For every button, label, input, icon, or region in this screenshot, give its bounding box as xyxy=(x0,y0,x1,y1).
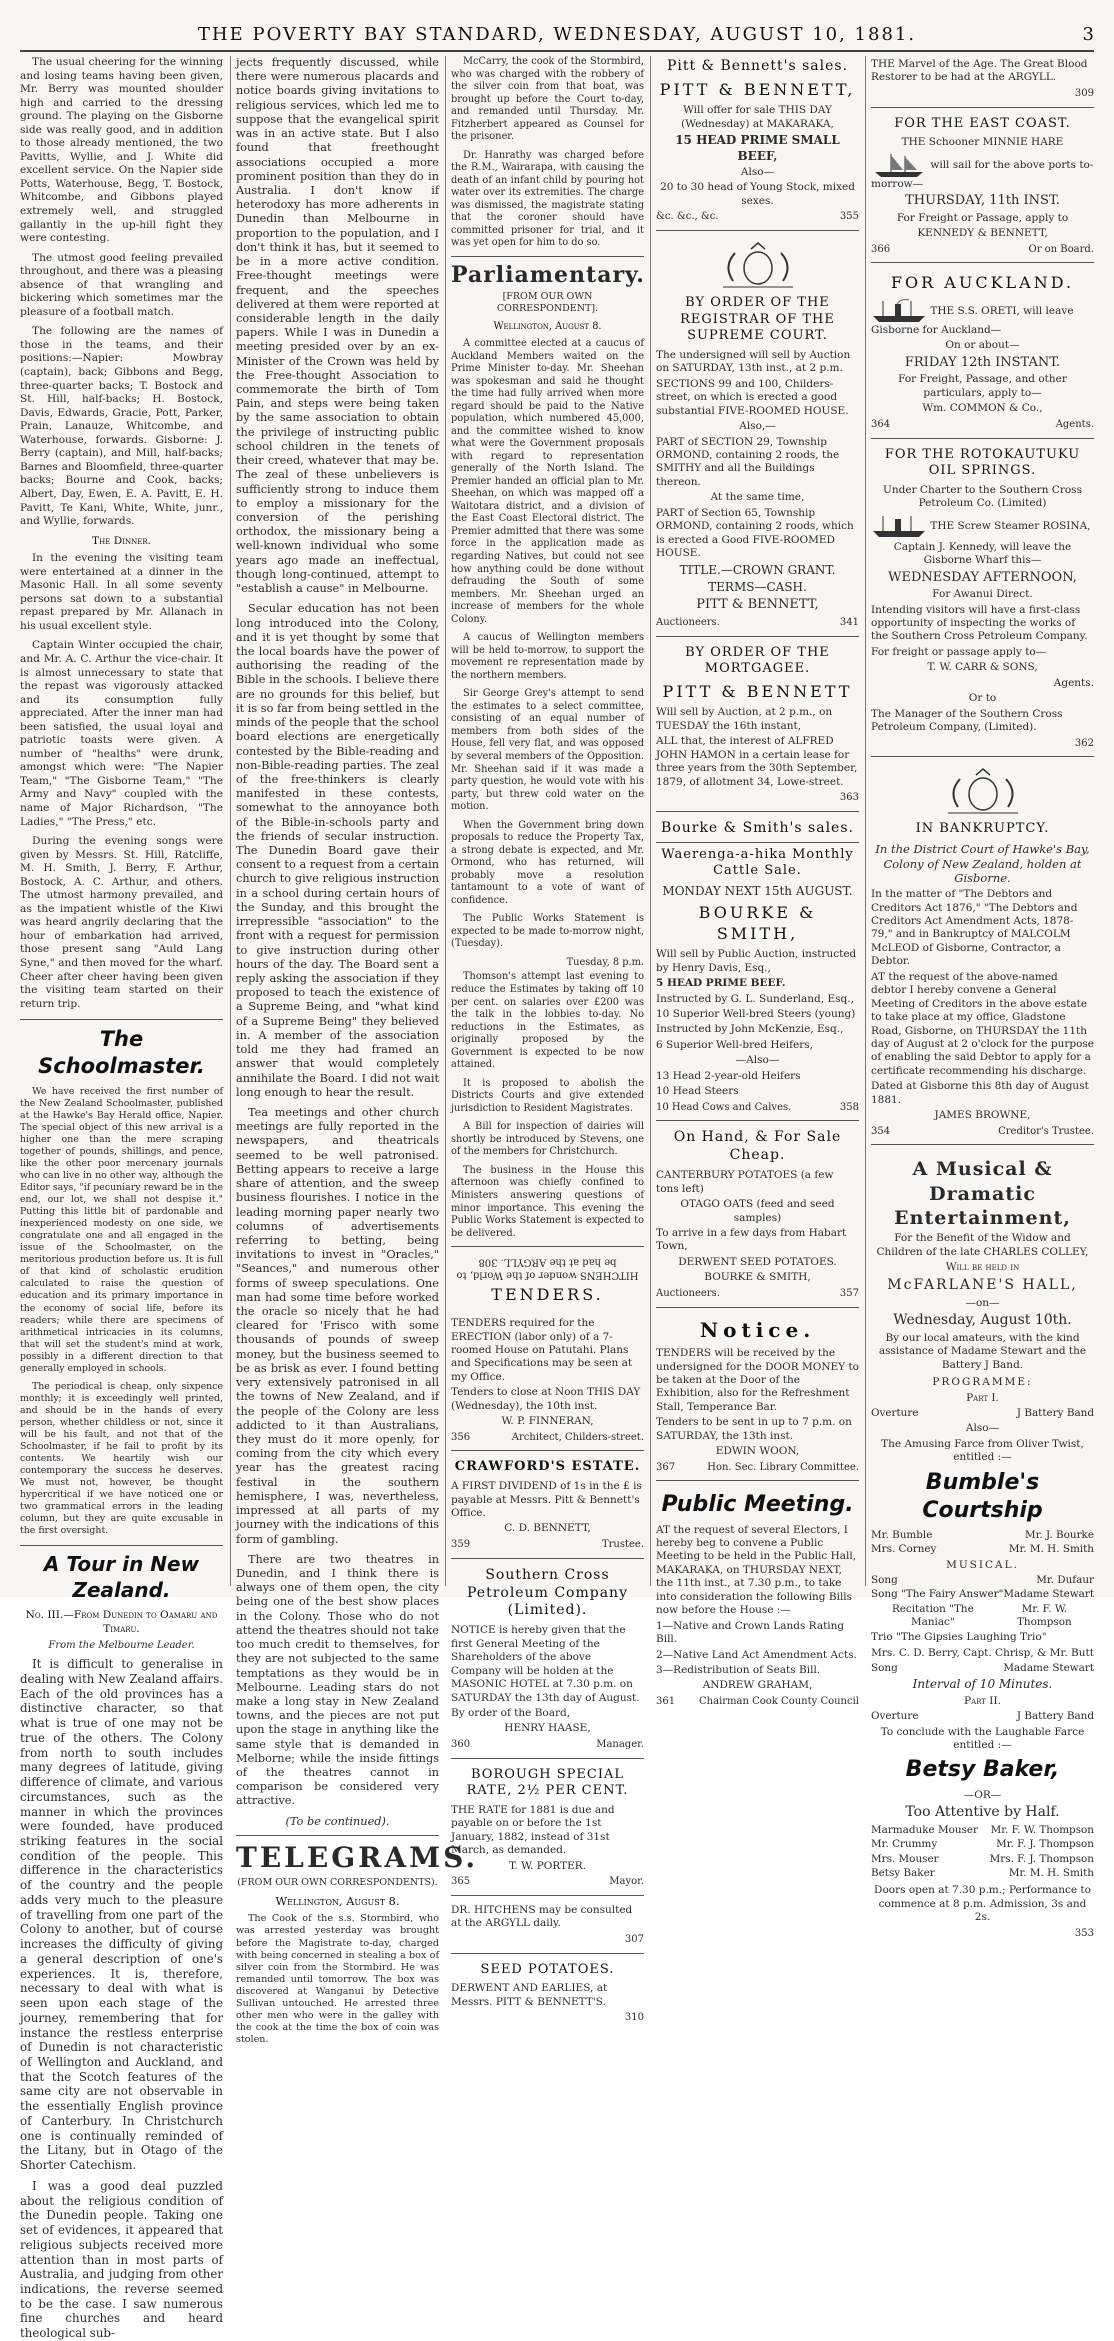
advert-heading: Bumble's Courtship xyxy=(922,1469,1043,1523)
advert-heading: Waerenga-a-hika Monthly Cattle Sale. xyxy=(656,842,859,880)
advert-number: 357 xyxy=(839,1287,859,1299)
program-performer: Mr. F. W. Thompson xyxy=(990,1823,1094,1836)
masthead-title: THE POVERTY BAY STANDARD, WEDNESDAY, AUGUST 10, 1881. xyxy=(197,24,917,45)
dateline: Wellington, August 8. xyxy=(493,321,602,333)
advert-heading: FOR THE ROTOKAUTUKU OIL SPRINGS. xyxy=(884,446,1081,479)
advert-text: will sail for the above ports to-morrow— xyxy=(871,158,1094,190)
advert-number: 367 xyxy=(656,1461,676,1473)
advert-registrar xyxy=(656,230,859,636)
advert-heading: TENDERS. xyxy=(491,1284,604,1304)
advert-number: 360 xyxy=(451,1738,471,1750)
advert-southern-cross xyxy=(451,1558,644,1758)
schooner-icon xyxy=(871,152,927,178)
program-item: Marmaduke Mouser xyxy=(871,1823,978,1836)
advert-text: For Freight or Passage, apply to xyxy=(896,211,1069,224)
program-item: Overture xyxy=(871,1407,919,1420)
advert-text: On or about— xyxy=(945,339,1020,352)
advert-text: Also— xyxy=(965,1422,1000,1435)
advert-hitchens-inverted xyxy=(451,1246,644,1315)
advert-text: MONDAY NEXT 15th AUGUST. xyxy=(662,883,853,898)
advert-number: 358 xyxy=(839,1101,859,1113)
advert-text: THE S.S. ORETI, will leave Gisborne for Auckland— xyxy=(871,304,1074,336)
article-paragraph: Thomson's attempt last evening to reduce the Estimates by taking off 10 per cent. on salaries over £200 was the talk in the lobbies to-day. No reductions in the Estimates, as originally proposed by the Government is expected to be now attained. xyxy=(451,971,644,1071)
advert-text: ALL that, the interest of ALFRED JOHN HAMON in a certain lease for three years from the 30th September, 1879, of allotment 34, Lowe-street. xyxy=(656,735,858,788)
advert-text: Or to xyxy=(968,692,997,705)
advert-text: Captain J. Kennedy, will leave the Gisborne Wharf this— xyxy=(893,540,1072,567)
advert-pitt-bennett xyxy=(656,58,859,230)
advert-text: In the District Court of Hawke's Bay, Colony of New Zealand, holden at Gisborne. xyxy=(875,841,1090,886)
advert-signature: BOURKE & SMITH, xyxy=(704,1271,811,1284)
advert-text: MUSICAL. xyxy=(946,1558,1019,1571)
advert-auckland xyxy=(871,262,1094,437)
advert-text: OTAGO OATS (feed and seed samples) xyxy=(680,1198,835,1224)
article-paragraph: The periodical is cheap, only sixpence monthly; it is exceedingly well printed, and should be in the hands of every person, whether childless or not, since it will be his fault, and not that of the Schoolmaster, if he fail to profit by its contents. We heartily wish our contemporary the success he deserves. We must not, however, be thought hypercritical if we have noticed one or two grammatical errors in the leading column, but they are quite excusable in the first oversight. xyxy=(20,1380,223,1537)
program-item: Mrs. Mouser xyxy=(871,1852,939,1865)
advert-number: 355 xyxy=(839,211,859,223)
program-item: Mr. Crummy xyxy=(871,1838,938,1851)
advert-heading: FOR THE EAST COAST. xyxy=(894,115,1071,131)
advert-signature: JAMES BROWNE, xyxy=(934,1109,1031,1122)
program-item: Song "The Fairy Answer" xyxy=(871,1588,1004,1601)
advert-role: Auctioneers. xyxy=(656,616,720,628)
advert-role: Agents. xyxy=(1055,418,1094,430)
advert-crawford xyxy=(451,1450,644,1557)
advert-text: DERWENT AND EARLIES, at Messrs. PITT & BENNETT'S. xyxy=(451,1982,608,2008)
advert-heading: Bourke & Smith's sales. xyxy=(661,819,854,836)
advert-seed-potatoes xyxy=(451,1953,644,2031)
column-rule xyxy=(650,56,651,1586)
advert-text: FRIDAY 12th INSTANT. xyxy=(904,354,1061,370)
advert-signature: KENNEDY & BENNETT, xyxy=(917,227,1048,240)
article-paragraph: Dr. Hanrathy was charged before the R.M., Wairarapa, with causing the death of an infant child by pouring hot water over its extremities. The charge was dismissed, the magistrate stating that the coroner should have committed prisoner for trial, and it was yet open for him to do so. xyxy=(451,149,644,249)
advert-signature: T. W. PORTER. xyxy=(508,1859,587,1872)
advert-on-hand xyxy=(656,1120,859,1306)
advert-text: 3—Redistribution of Seats Bill. xyxy=(656,1663,821,1676)
advert-text: THE Marvel of the Age. The Great Blood Restorer to be had at the ARGYLL. xyxy=(871,58,1088,84)
advert-text: THE Screw Steamer ROSINA, xyxy=(930,519,1091,532)
advert-heading: BOROUGH SPECIAL RATE, 2½ PER CENT. xyxy=(466,1766,629,1799)
royal-crest-icon xyxy=(713,241,803,291)
advert-musical-dramatic xyxy=(871,1144,1094,1946)
advert-text: For the Benefit of the Widow and Children of the late CHARLES COLLEY, xyxy=(876,1232,1089,1258)
advert-text: TENDERS required for the ERECTION (labor only) of a 7-roomed House on Patutahi. Plans and Specifications may be seen at my Office. xyxy=(451,1317,633,1383)
advert-text-upside-down: HITCHENS wonder of the World, to be had at the ARGYLL. 308 xyxy=(456,1256,639,1281)
advert-number: 363 xyxy=(839,792,859,803)
article-paragraph: Tea meetings and other church meetings are fully reported in the newspapers, and theatricals seemed to be well patronised. Betting appears to receive a large share of attention, and the sweep business flourishes. I notice in the leading morning paper nearly two columns of advertisements referring to betting, being invitations to invest in "Oracles," "Seances," and numerous other forms of sweep speculations. One man had some time before worked the oracle so nicely that he had cleared for 'Frisco with some thousands of pounds of sweep money, but the business seemed to be as brisk as ever. I found betting very extensively patronised in all the towns of New Zealand, and if the people of the Colony are less addicted to it than Australians, they must do it more openly, for coming from the city which every year has the greatest racing festival in the southern hemisphere, I was, nevertheless, impressed at all parts of my journey with the indications of this form of gambling. xyxy=(236,1105,439,1546)
advert-text: 1—Native and Crown Lands Rating Bill. xyxy=(656,1619,845,1646)
program-performer: Mrs. C. D. Berry, Capt. Chrisp, & Mr. Butt xyxy=(871,1646,1094,1659)
program-item: Recitation "The Maniac" xyxy=(891,1602,974,1628)
advert-text: Will be held in xyxy=(945,1261,1020,1274)
section-heading: TELEGRAMS. xyxy=(236,1835,439,1875)
advert-text: Instructed by John McKenzie, Esq., xyxy=(656,1023,844,1036)
advert-text: 15 HEAD PRIME SMALL BEEF, xyxy=(675,133,840,163)
advert-text: By order of the Board, xyxy=(451,1706,571,1719)
article-paragraph: Sir George Grey's attempt to send the estimates to a select committee, consisting of an equal number of members from both sides of the House, fell very flat, and was opposed by several members of the Opposition. Mr. Sheehan said if it was made a party question, he would vote with his party, but threw cold water on the motion. xyxy=(451,688,644,813)
advert-text: DERWENT SEED POTATOES. xyxy=(678,1255,837,1268)
advert-role: Manager. xyxy=(596,1738,644,1750)
advert-text: CANTERBURY POTATOES (a few tons left) xyxy=(656,1169,834,1195)
article-paragraph: It is difficult to generalise in dealing with New Zealand affairs. Each of the old provinces has a distinctive character, so that what is true of one may not be true of the others. The Colony from north to south includes many degrees of latitude, giving difference of climate, and various circumstances, such as the manner in which the provinces were founded, have produced striking features in the social condition of the people. This difference in the characteristics of the country and the people adds very much to the pleasure of travelling from one part of the Colony to another, but of course increases the difficulty of giving a general description of one's experiences. It is, therefore, necessary to deal with what is seen upon each stage of the journey, remembering that for instance the restless enterprise of Dunedin is not characteristic of Wellington and Auckland, and that the Scotch features of the same city are not observable in the essentially English province of Canterbury. In Christchurch one is continually reminded of the Litany, but in Otago of the Shorter Catechism. xyxy=(20,1657,223,2173)
advert-text: Instructed by G. L. Sunderland, Esq., xyxy=(656,992,854,1005)
advert-signature: EDWIN WOON, xyxy=(715,1445,800,1458)
section-heading: A Tour in New Zealand. xyxy=(20,1545,223,1603)
program-performer: J Battery Band xyxy=(1016,1710,1094,1723)
advert-text: Part II. xyxy=(964,1694,1001,1707)
program-performer: Mr. F. W. Thompson xyxy=(1017,1602,1072,1628)
advert-text: For Awanui Direct. xyxy=(932,588,1033,601)
advert-number: 309 xyxy=(1074,87,1094,99)
article-paragraph: When the Government bring down proposals to reduce the Property Tax, a strong debate is expected, and Mr. Ormond, who has returned, will probably move a resolution tantamount to a vote of want of confidence. xyxy=(451,819,644,906)
advert-text: The undersigned will sell by Auction on SATURDAY, 13th inst., at 2 p.m. xyxy=(656,348,851,375)
advert-notice xyxy=(656,1307,859,1481)
section-heading: The Schoolmaster. xyxy=(20,1019,223,1080)
advert-rotokautuku xyxy=(871,438,1094,757)
article-paragraph: McCarry, the cook of the Stormbird, who was charged with the robbery of the silver coin from that boat, was brought up before the Court to-day, and remanded until Thursday. Mr. Fitzherbert appeared as Counsel for the prisoner. xyxy=(451,56,644,143)
advert-text: PART of Section 65, Township ORMOND, containing 2 roods, which is erected a Good FIVE-ROOMED HOUSE. xyxy=(656,506,854,560)
column-5 xyxy=(871,56,1095,1939)
advert-text: —on— xyxy=(965,1296,1000,1309)
advert-text: TENDERS will be received by the undersigned for the DOOR MONEY to be taken at the Door of the Exhibition, also for the Refreshment Stall, Temperance Bar. xyxy=(656,1347,859,1413)
steamer-icon xyxy=(871,298,927,324)
advert-number: 366 xyxy=(871,243,891,255)
advert-signature: W. P. FINNERAN, xyxy=(501,1415,594,1428)
advert-text: McFARLANE'S HALL, xyxy=(887,1276,1078,1293)
advert-text: Interval of 10 Minutes. xyxy=(912,1677,1053,1692)
advert-number: 364 xyxy=(871,418,891,430)
advert-text: TERMS—CASH. xyxy=(708,579,807,594)
program-item: Song xyxy=(871,1662,898,1675)
program-item: Song xyxy=(871,1574,898,1587)
advert-signature: T. W. CARR & SONS, xyxy=(927,661,1038,674)
advert-tenders xyxy=(451,1317,644,1450)
advert-heading: FOR AUCKLAND. xyxy=(890,273,1075,293)
advert-heading: PITT & BENNETT, xyxy=(659,79,856,99)
advert-signature: ANDREW GRAHAM, xyxy=(702,1679,813,1692)
advert-heading: SEED POTATOES. xyxy=(480,1961,615,1977)
advert-role: Mayor. xyxy=(609,1876,644,1888)
advert-number: 359 xyxy=(451,1538,471,1550)
advert-heading: A Musical & Dramatic Entertainment, xyxy=(894,1158,1071,1229)
advert-text: For freight or passage apply to— xyxy=(871,645,1047,658)
advert-heading: BY ORDER OF THE REGISTRAR OF THE SUPREME COURT. xyxy=(680,295,835,344)
advert-heading: BY ORDER OF THE MORTGAGEE. xyxy=(685,644,830,677)
advert-text: The Amusing Farce from Oliver Twist, entitled :— xyxy=(881,1437,1084,1464)
program-item: Mrs. Corney xyxy=(871,1543,937,1556)
advert-text: 20 to 30 head of Young Stock, mixed sexes. xyxy=(660,181,855,207)
advert-text: In the matter of "The Debtors and Creditors Act 1876," "The Debtors and Creditors Act Amendment Acts, 1878-79," and in Bankruptcy of MALCOLM McLEOD of Gisborne, Contractor, a Debtor. xyxy=(871,888,1078,968)
advert-number: 353 xyxy=(1074,1927,1094,1939)
advert-text: THE RATE for 1881 is due and payable on or before the 1st January, 1882, instead of 31st March, as demanded. xyxy=(451,1803,615,1857)
article-paragraph: The Cook of the s.s. Stormbird, who was arrested yesterday was brought before the Magistrate to-day, charged with being concerned in stealing a box of silver coin from the Stormbird. He was remanded until tomorrow. The box was discovered at Wanganui by Detective Sullivan untouched. He arrested three other men who were in the galley with the cook at the time the box of coin was stolen. xyxy=(236,1913,439,2046)
advert-text: For Freight, Passage, and other particulars, apply to— xyxy=(898,373,1067,399)
advert-text: Will sell by Auction, at 2 p.m., on TUESDAY the 16th instant, xyxy=(656,706,833,732)
advert-number: 361 xyxy=(656,1695,676,1707)
article-paragraph: A Bill for inspection of dairies will shortly be introduced by Stevens, one of the members for Christchurch. xyxy=(451,1121,644,1158)
article-subheading: No. III.—From Dunedin to Oamaru and Timaru. xyxy=(25,1609,218,1635)
advert-bourke-smith xyxy=(656,811,859,1121)
advert-text: SECTIONS 99 and 100, Childers-street, on which is erected a good substantial FIVE-ROOMED HOUSE. xyxy=(656,377,849,417)
article-paragraph: Captain Winter occupied the chair, and Mr. A. C. Arthur the vice-chair. It is almost unnecessary to state that the repast was vigorously attacked and its consumption fully appreciated. After the inner man had been satisfied, the usual loyal and patriotic toasts were given. A number of "healths" were drunk, amongst which were: "The Napier Team," "The Gisborne Team," "The Army and Navy" coupled with the name of Major Richardson, "The Ladies," "The Press," etc. xyxy=(20,639,223,828)
advert-role: Agents. xyxy=(1053,676,1094,689)
article-paragraph: We have received the first number of the New Zealand Schoolmaster, published at the Hawke's Bay Herald office, Napier. The special object of this new arrival is a higher one than the mere scraping together of pounds, shillings, and pence, like the other poor mercenary journals who can live in no other way, although the Editor says, "if pecuniary reward be in the end, our lot, we shall not despise it." Putting this little bit of pardonable and inexperienced modesty on one side, we congratulate one and all engaged in the issue of the Schoolmaster, on the meritorious production before us. It is full of that kind of scholastic erudition calculated to raise the question of education and its primary importance in the economy of social life, before its readers; while there are specimens of arithmetical intricacies in its columns, that will set the student's mind at work, possibly in a different direction to that generally employed in schools. xyxy=(20,1085,223,1374)
advert-text: Will sell by Public Auction, instructed by Henry Davis, Esq., xyxy=(656,948,857,974)
article-paragraph: A caucus of Wellington members will be held to-morrow, to support the movement re representation made by the northern members. xyxy=(451,632,644,681)
advert-role: Trustee. xyxy=(601,1538,644,1550)
advert-text: Under Charter to the Southern Cross Petroleum Co. (Limited) xyxy=(883,483,1082,510)
advert-east-coast xyxy=(871,107,1094,263)
advert-role: Hon. Sec. Library Committee. xyxy=(707,1461,859,1473)
advert-number: 341 xyxy=(839,616,859,628)
advert-heading: Betsy Baker, xyxy=(905,1757,1060,1783)
advert-text: —OR— xyxy=(963,1788,1002,1801)
royal-crest-icon xyxy=(938,767,1028,817)
column-4 xyxy=(656,56,859,1707)
advert-text: 5 HEAD PRIME BEEF. xyxy=(656,977,786,990)
advert-text: Will offer for sale THIS DAY (Wednesday) at MAKARAKA, xyxy=(681,104,834,130)
page-number: 3 xyxy=(1082,24,1094,45)
advert-text: Doors open at 7.30 p.m.; Performance to commence at 8 p.m. Admission, 3s and 2s. xyxy=(874,1884,1091,1924)
article-paragraph: The business in the House this afternoon was chiefly confined to Ministers answering questions of minor importance. This evening the Public Works Statement is expected to be delivered. xyxy=(451,1164,644,1239)
advert-heading: CRAWFORD'S ESTATE. xyxy=(454,1459,641,1475)
steamer-icon xyxy=(871,513,927,539)
advert-marvel xyxy=(871,58,1094,107)
advert-role: Chairman Cook County Council xyxy=(699,1695,859,1707)
article-paragraph: A committee elected at a caucus of Auckland Members waited on the Prime Minister to-day. Mr. Sheehan was spokesman and said he thought the time had fully arrived when more regard should be paid to the Native population, which numbered 45,000, and the committee wished to know what were the Government proposals with regard to representation generally of the North Island. The Premier handed an official plan to Mr. Sheehan, on which was mapped off a Waitotara district, and a division of the East Coast Electoral district. The Premier admitted that there was some force in the application made as regarding Natives, but could not see how anything could be done without defrauding the South of some members. Mr. Sheehan urged an increase of members for the whole Colony. xyxy=(451,337,644,625)
masthead xyxy=(20,20,1094,52)
advert-text: TITLE.—CROWN GRANT. xyxy=(679,562,836,577)
article-paragraph: There are two theatres in Dunedin, and I think there is always one of them open, the city being one of the best show places in the Colony. Those who do not attend the theatres should not take too much credit to themselves, for they are not subjected to the same temptations as they would be in Melbourne. Leading stars do not make a long stay in New Zealand towns, and the pieces are not put upon the stage in anything like the same style that is demanded in Melborne; while the inside fittings of the theatres cannot in comparison be considered very attractive. xyxy=(236,1552,439,1808)
advert-number: 356 xyxy=(451,1431,471,1443)
article-paragraph: The Public Works Statement is expected to be made to-morrow night, (Tuesday). xyxy=(451,913,644,950)
advert-text: By our local amateurs, with the kind assistance of Madame Stewart and the Battery J Band. xyxy=(878,1331,1087,1371)
advert-heading: BOURKE & SMITH, xyxy=(698,903,817,943)
advert-text: 10 Head Cows and Calves. xyxy=(656,1101,792,1113)
section-heading: Parliamentary. xyxy=(451,256,644,289)
advert-heading: Public Meeting. xyxy=(661,1492,854,1518)
advert-text: Tenders to be sent in up to 7 p.m. on SATURDAY, the 13th inst. xyxy=(656,1416,852,1442)
advert-text: 10 Head Steers xyxy=(656,1085,739,1098)
column-1 xyxy=(20,56,223,2341)
advert-text: Too Attentive by Half. xyxy=(905,1804,1060,1821)
program-performer: Mrs. F. J. Thompson xyxy=(989,1852,1094,1865)
advert-text: AT the request of several Electors, I hereby beg to convene a Public Meeting to be held in the Public Hall, MAKARAKA, on THURSDAY NEXT, the 11th inst., at 7.30 p.m., to take into consideration the following Bills now before the House :— xyxy=(656,1523,857,1617)
advert-signature: Wm. COMMON & Co., xyxy=(922,402,1043,415)
dateline: Tuesday, 8 p.m. xyxy=(566,956,644,968)
article-paragraph: The usual cheering for the winning and losing teams having been given, Mr. Berry was mounted shoulder high and carried to the dressing ground. The playing on the Gisborne side was really good, and in addition to those already mentioned, the two Pavitts, Wyllie, and J. White did excellent service. On the Napier side Potts, Waterhouse, Begg, T. Bostock, Whitcombe, and Gibbons played extremely well, and struggled gallantly in the up-hill fight they were contesting. xyxy=(20,56,223,245)
program-performer: Mr. M. H. Smith xyxy=(1008,1543,1094,1556)
advert-text: To arrive in a few days from Habart Town, xyxy=(656,1226,847,1253)
advert-role: Or on Board. xyxy=(1028,243,1094,255)
advert-text: —Also— xyxy=(735,1054,780,1067)
advert-number: 365 xyxy=(451,1876,471,1888)
article-subheading: [FROM OUR OWN CORRESPONDENT]. xyxy=(496,291,599,315)
advert-heading: Notice. xyxy=(699,1317,816,1342)
advert-bankruptcy xyxy=(871,756,1094,1144)
article-paragraph: I was a good deal puzzled about the religious condition of the Dunedin people. Taking one set of evidences, it appeared that religious subjects received more attention than in most parts of Australia, and judging from other indications, the reverse seemed to be the case. I saw numerous fine churches and heard theological sub- xyxy=(20,2178,223,2341)
program-item: Overture xyxy=(871,1710,919,1723)
advert-text: A FIRST DIVIDEND of 1s in the £ is payable at Messrs. Pitt & Bennett's Office. xyxy=(451,1480,642,1519)
article-source: From the Melbourne Leader. xyxy=(48,1640,195,1652)
program-performer: J Battery Band xyxy=(1016,1407,1094,1420)
article-paragraph: It is proposed to abolish the Districts Courts and give extended jurisdiction to Resident Magistrates. xyxy=(451,1077,644,1114)
advert-text: To conclude with the Laughable Farce entitled :— xyxy=(880,1725,1085,1752)
program-item: Mr. Bumble xyxy=(871,1528,933,1541)
advert-text: Intending visitors will have a first-class opportunity of inspecting the works of the Southern Cross Petroleum Company. xyxy=(871,603,1088,643)
program-item: Betsy Baker xyxy=(871,1866,935,1879)
advert-text: WEDNESDAY AFTERNOON, xyxy=(888,569,1077,585)
advert-role: Architect, Childers-street. xyxy=(511,1431,644,1443)
advert-text: Tenders to close at Noon THIS DAY (Wednesday), the 10th inst. xyxy=(451,1386,641,1412)
advert-role: Creditor's Trustee. xyxy=(998,1125,1094,1137)
program-performer: Madame Stewart xyxy=(1003,1588,1095,1601)
column-rule xyxy=(865,56,866,1586)
article-paragraph: jects frequently discussed, while there were numerous placards and notice boards giving invitations to religious services, which led me to suppose that the evangelical spirit was in an active state. But I also found that freethought associations occupied a more prominent position than they do in Australia. I don't know if heterodoxy has more adherents in Dunedin than Melbourne in proportion to the population, and I don't think it has, but it seemed to be in a more active condition. Free-thought meetings were frequent, and the speeches delivered at them were reported at considerable length in the daily papers. While I was in Dunedin a meeting presided over by an ex-Minister of the Crown was held by the Free-thought Association to commemorate the birth of Tom Pain, and steps were being taken by the same association to obtain the privilege of instructing public school children in the tenets of their creed, whatever that may be. The zeal of these unbelievers is sufficiently strong to induce them to employ a missionary for the conversion of the perishing orthodox, the missionary being a well-known individual who some years ago made an ineffectual, though long-continued, attempt to "establish a cause" in Melbourne. xyxy=(236,56,439,596)
advert-borough-rate xyxy=(451,1758,644,1895)
advert-signature: HENRY HAASE, xyxy=(504,1722,591,1735)
program-performer: Madame Stewart xyxy=(1003,1662,1094,1675)
advert-text: DR. HITCHENS may be consulted at the ARGYLL daily. xyxy=(451,1903,633,1930)
advert-number: 354 xyxy=(871,1125,891,1137)
article-paragraph: The following are the names of those in the teams, and their positions:—Napier: Mowbray (captain), back; Gibbons and Begg, three-quarter backs; T. Bostock and St. Hill, half-backs; H. Bostock, Davis, Edwards, Gracie, Pott, Parker, Prain, Lanauze, Whitcombe, and Waterhouse, forwards. Gisborne: J. Berry (captain), and Mill, half-backs; Barnes and Bloomfield, three-quarter backs; Bourne and Cook, backs; Albert, Day, Ewen, E. A. Pavitt, E. H. Pavitt, Te Kani, White, White, junr., and Wyllie, forwards. xyxy=(20,325,223,528)
advert-mortgagee xyxy=(656,636,859,811)
advert-text: The Manager of the Southern Cross Petroleum Company, (Limited). xyxy=(871,707,1063,734)
dateline: Wellington, August 8. xyxy=(275,1895,400,1909)
advert-public-meeting xyxy=(656,1480,859,1714)
advert-heading: Southern Cross Petroleum Company (Limited). xyxy=(467,1566,628,1619)
advert-text: 6 Superior Well-bred Heifers, xyxy=(656,1038,813,1051)
column-3 xyxy=(451,56,645,2024)
article-subheading: (FROM OUR OWN CORRESPONDENTS). xyxy=(237,1877,438,1889)
program-performer: Mr. M. H. Smith xyxy=(1008,1866,1094,1879)
advert-heading: On Hand, & For Sale Cheap. xyxy=(673,1129,842,1164)
column-rule xyxy=(445,56,446,1586)
advert-text: Also— xyxy=(740,165,775,178)
advert-text: Part I. xyxy=(966,1391,999,1404)
column-rule xyxy=(230,56,231,1586)
advert-text: Wednesday, August 10th. xyxy=(893,1311,1072,1328)
advert-number: 362 xyxy=(1074,737,1094,749)
advert-text: 10 Superior Well-bred Steers (young) xyxy=(656,1008,856,1020)
article-paragraph: During the evening songs were given by Messrs. St. Hill, Ratcliffe, M. H. Smith, J. Berry, F. Arthur, Bostock, A. C. Arthur, and others. The utmost harmony prevailed, and as the impatient whistle of the Kiwi was heard angrily declaring that the hour of embarkation had arrived, those present sang "Auld Lang Syne," and then moved for the wharf. Cheer after cheer having been given the visiting team started on their return trip. xyxy=(20,835,223,1010)
advert-heading: PITT & BENNETT xyxy=(662,681,853,701)
advert-signature: PITT & BENNETT, xyxy=(696,597,819,613)
program-performer: Mr. Dufaur xyxy=(1036,1574,1094,1587)
advert-role: Auctioneers. xyxy=(656,1287,720,1299)
advert-heading: IN BANKRUPTCY. xyxy=(915,821,1050,837)
advert-text: Dated at Gisborne this 8th day of August 1881. xyxy=(871,1080,1089,1106)
advert-text: PART of SECTION 29, Township ORMOND, containing 2 roods, the SMITHY and all the Buildings thereon. xyxy=(656,435,840,488)
advert-heading: Pitt & Bennett's sales. xyxy=(666,58,849,74)
advert-text: NOTICE is hereby given that the first General Meeting of the Shareholders of the above Company will be holden at the MASONIC HOTEL at 7.30 p.m. on SATURDAY the 13th day of August. xyxy=(451,1624,640,1704)
advert-text: THE Schooner MINNIE HARE xyxy=(901,136,1064,149)
article-paragraph: The utmost good feeling prevailed throughout, and there was a pleasing absence of that wrangling and bickering which sometimes mar the pleasure of a football match. xyxy=(20,251,223,318)
advert-text: AT the request of the above-named debtor I hereby convene a General Meeting of Creditors in the above estate to take place at my office, Gladstone Road, Gisborne, on THURSDAY the 11th day of August at 2 o'clock for the purpose of enabling the said Debtor to apply for a certificate recommending his discharge. xyxy=(871,970,1095,1077)
advert-text: &c. &c., &c. xyxy=(656,211,719,223)
advert-text: 13 Head 2-year-old Heifers xyxy=(656,1069,801,1082)
program-performer: Mr. F. J. Thompson xyxy=(996,1838,1094,1851)
article-paragraph: In the evening the visiting team were entertained at a dinner in the Masonic Hall. In all some seventy persons sat down to a substantial repast prepared by Mr. Allanach in his usual excellent style. xyxy=(20,552,223,632)
advert-text: At the same time, xyxy=(710,491,805,504)
advert-number: 310 xyxy=(624,2012,644,2024)
program-performer: Mr. J. Bourke xyxy=(1024,1528,1094,1541)
program-item: Trio "The Gipsies Laughing Trio" xyxy=(871,1631,1047,1644)
advert-hitchens xyxy=(451,1895,644,1953)
advert-signature: C. D. BENNETT, xyxy=(504,1522,591,1535)
advert-text: THURSDAY, 11th INST. xyxy=(905,193,1060,209)
article-paragraph: Secular education has not been long introduced into the Colony, and it is yet thought by some that the local boards have the power of authorising the reading of the Bible in the schools. I believe there are no grounds for this belief, but it is so far from being settled in the minds of the people that the school board elections are energetically contested by the Bible-reading and non-Bible-reading parties. The zeal of the free-thinkers is clearly manifested in these contests, somewhat to the annoyance both of the Bible-in-schools party and the friends of secular instruction. The Dunedin Board gave their consent to a request from a certain church to give religious instruction in a school during certain hours of the Sunday, and this brought the irrepressible "association" to the front with a request for permission to give instruction during other hours of the day. The Board sent a reply asking the association if they proposed to teach the existence of a Supreme Being, and "what kind of a Supreme Being" they believed in. A member of the association told me they had framed an answer that would completely annihilate the Board. I did not wait long enough to hear the result. xyxy=(236,602,439,1099)
section-heading: The Dinner. xyxy=(92,534,151,547)
advert-text: PROGRAMME: xyxy=(932,1376,1033,1389)
advert-text: Also,— xyxy=(739,420,776,433)
advert-text: 2—Native Land Act Amendment Acts. xyxy=(656,1648,857,1661)
advert-number: 307 xyxy=(624,1933,644,1945)
continued-note: (To be continued). xyxy=(285,1814,390,1828)
